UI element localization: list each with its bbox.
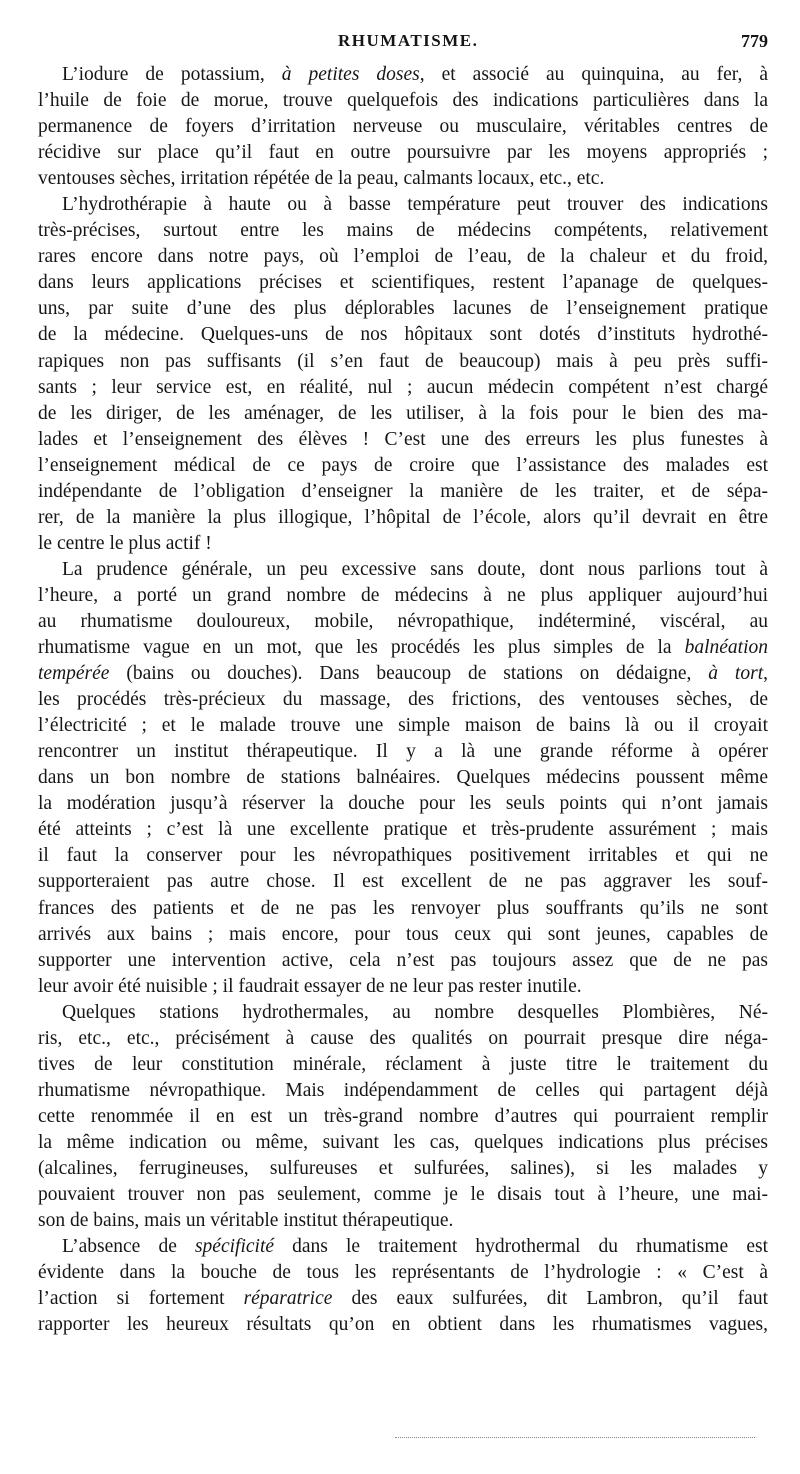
- text-line: [38, 1104, 768, 1130]
- text-segment: cette renommée il en est un très-grand nombre d’autres qui pourraient remplir: [38, 1105, 768, 1127]
- text-line: [38, 1000, 768, 1026]
- text-segment: rer, de la manière la plus illogique, l’hôpital de l’école, alors qu’il devrait en être: [38, 506, 768, 528]
- text-line: [38, 1208, 768, 1234]
- text-segment: l’électricité ; et le malade trouve une simple maison de bains là ou il croyait: [38, 715, 768, 737]
- running-title: RHUMATISME.: [338, 31, 479, 50]
- text-line: [38, 140, 768, 166]
- text-line: [38, 713, 768, 739]
- text-segment: L’iodure de potassium,: [62, 64, 282, 85]
- italic-segment: à petites doses: [281, 64, 420, 85]
- text-line: [38, 609, 768, 635]
- text-line: [38, 1052, 768, 1078]
- text-line: [38, 166, 768, 192]
- text-line: [38, 349, 768, 375]
- text-line: [38, 583, 768, 609]
- text-segment: rapiques non pas suffisants (il s’en faut de beaucoup) mais à peu près suffi-: [38, 350, 768, 372]
- text-segment: frances des patients et de ne pas les renvoyer plus souffrants qu’ils ne sont: [38, 897, 768, 919]
- text-line: [38, 505, 768, 531]
- text-line: [38, 948, 768, 974]
- italic-segment: balnéation: [684, 637, 768, 659]
- text-segment: l’enseignement médical de ce pays de croire que l’assistance des malades est: [38, 454, 768, 476]
- text-segment: supporter une intervention active, cela n’est pas toujours assez que de ne pas: [38, 949, 768, 971]
- text-line: [38, 114, 768, 140]
- text-line: [38, 1130, 768, 1156]
- text-segment: pouvaient trouver non pas seulement, comme je le disais tout à l’heure, une mai-: [38, 1184, 768, 1206]
- text-segment: (bains ou douches). Dans beaucoup de stations on dédaigne,: [109, 663, 709, 685]
- text-segment: (alcalines, ferrugineuses, sulfureuses et sulfurées, salines), si les malades y: [38, 1157, 768, 1179]
- text-line: [38, 479, 768, 505]
- text-line: [38, 1156, 768, 1182]
- text-segment: évidente dans la bouche de tous les représentants de l’hydrologie : « C’est à: [38, 1262, 768, 1284]
- text-line: [38, 1234, 768, 1260]
- text-line: [38, 427, 768, 453]
- text-line: [38, 1260, 768, 1286]
- italic-segment: à tort: [708, 663, 764, 685]
- text-line: [38, 635, 768, 661]
- text-segment: son de bains, mais un véritable institut thérapeutique.: [38, 1210, 454, 1232]
- text-segment: ventouses sèches, irritation répétée de la peau, calmants locaux, etc., etc.: [38, 168, 605, 190]
- text-segment: ,: [763, 663, 768, 685]
- text-segment: la modération jusqu’à réserver la douche pour les seuls points qui n’ont jamais: [38, 793, 768, 815]
- text-line: [38, 192, 768, 218]
- text-line: [38, 896, 768, 922]
- text-line: [38, 765, 768, 791]
- text-line: [38, 817, 768, 843]
- text-segment: les procédés très-précieux du massage, des frictions, des ventouses sèches, de: [38, 689, 768, 711]
- text-line: [38, 296, 768, 322]
- text-segment: des eaux sulfurées, dit Lambron, qu’il faut: [332, 1288, 768, 1310]
- text-line: [38, 62, 768, 88]
- text-segment: de la médecine. Quelques-uns de nos hôpitaux sont dotés d’instituts hydrothé-: [38, 324, 768, 346]
- page-header: [0, 31, 800, 57]
- text-segment: l’action si fortement: [38, 1288, 244, 1310]
- text-line: [38, 531, 768, 557]
- text-segment: indépendante de l’obligation d’enseigner la manière de les traiter, et de sépa-: [38, 480, 768, 502]
- text-segment: L’hydrothérapie à haute ou à basse température peut trouver des indications: [62, 194, 768, 216]
- text-segment: L’absence de: [62, 1236, 195, 1258]
- text-segment: sants ; leur service est, en réalité, nul ; aucun médecin compétent n’est chargé: [38, 376, 768, 398]
- text-segment: arrivés aux bains ; mais encore, pour tous ceux qui sont jeunes, capables de: [38, 923, 768, 945]
- text-segment: l’huile de foie de morue, trouve quelquefois des indications particulières dans la: [38, 90, 768, 112]
- text-segment: au rhumatisme douloureux, mobile, névropathique, indéterminé, viscéral, au: [38, 610, 768, 632]
- text-line: [38, 1182, 768, 1208]
- text-line: [38, 322, 768, 348]
- text-segment: Quelques stations hydrothermales, au nombre desquelles Plombières, Né-: [62, 1001, 768, 1023]
- text-segment: le centre le plus actif !: [38, 532, 212, 554]
- text-line: [38, 557, 768, 583]
- text-line: [38, 1026, 768, 1052]
- text-segment: récidive sur place qu’il faut en outre poursuivre par les moyens appropriés ;: [38, 142, 768, 164]
- body-text: [38, 62, 768, 1338]
- text-segment: , et associé au quinquina, au fer, à: [419, 64, 768, 85]
- page-number: 779: [741, 31, 768, 51]
- text-line: [38, 244, 768, 270]
- text-line: [38, 869, 768, 895]
- text-segment: l’heure, a porté un grand nombre de médecins à ne plus appliquer aujourd’hui: [38, 584, 768, 606]
- bottom-dotted-rule: [395, 1437, 755, 1438]
- text-line: [38, 270, 768, 296]
- text-line: [38, 739, 768, 765]
- text-segment: dans leurs applications précises et scientifiques, restent l’apanage de quelques-: [38, 272, 768, 294]
- text-segment: ris, etc., etc., précisément à cause des qualités on pourrait presque dire néga-: [38, 1027, 768, 1049]
- text-line: [38, 453, 768, 479]
- text-segment: leur avoir été nuisible ; il faudrait essayer de ne leur pas rester inutile.: [38, 975, 582, 997]
- text-line: [38, 88, 768, 114]
- text-line: [38, 974, 768, 1000]
- text-segment: très-précises, surtout entre les mains de médecins compétents, relativement: [38, 220, 768, 242]
- text-segment: rhumatisme vague en un mot, que les procédés les plus simples de la: [38, 637, 685, 659]
- text-line: [38, 1078, 768, 1104]
- italic-segment: tempérée: [38, 663, 110, 685]
- text-segment: rares encore dans notre pays, où l’emploi de l’eau, de la chaleur et du froid,: [38, 246, 768, 268]
- text-line: [38, 1312, 768, 1338]
- text-line: [38, 218, 768, 244]
- italic-segment: réparatrice: [243, 1288, 333, 1310]
- text-segment: rapporter les heureux résultats qu’on en obtient dans les rhumatismes vagues,: [38, 1314, 768, 1336]
- text-line: [38, 1286, 768, 1312]
- text-line: [38, 375, 768, 401]
- text-segment: de les diriger, de les aménager, de les utiliser, à la fois pour le bien des ma-: [38, 402, 768, 424]
- text-segment: la même indication ou même, suivant les cas, quelques indications plus précises: [38, 1131, 768, 1153]
- text-segment: lades et l’enseignement des élèves ! C’est une des erreurs les plus funestes à: [38, 428, 768, 450]
- italic-segment: spécificité: [194, 1236, 275, 1258]
- text-segment: rencontrer un institut thérapeutique. Il y a là une grande réforme à opérer: [38, 741, 768, 763]
- text-line: [38, 843, 768, 869]
- text-segment: dans un bon nombre de stations balnéaires. Quelques médecins poussent même: [38, 767, 768, 789]
- text-line: [38, 791, 768, 817]
- text-segment: La prudence générale, un peu excessive sans doute, dont nous parlions tout à: [62, 558, 768, 580]
- text-line: [38, 687, 768, 713]
- text-segment: été atteints ; c’est là une excellente pratique et très-prudente assurément ; mais: [38, 819, 768, 841]
- text-line: [38, 401, 768, 427]
- text-segment: il faut la conserver pour les névropathiques positivement irritables et qui ne: [38, 845, 768, 867]
- text-segment: uns, par suite d’une des plus déplorables lacunes de l’enseignement pratique: [38, 298, 768, 320]
- text-segment: permanence de foyers d’irritation nerveuse ou musculaire, véritables centres de: [38, 116, 768, 138]
- text-line: [38, 661, 768, 687]
- text-segment: rhumatisme névropathique. Mais indépendamment de celles qui partagent déjà: [38, 1079, 768, 1101]
- text-segment: dans le traitement hydrothermal du rhumatisme est: [274, 1236, 768, 1258]
- text-segment: supporteraient pas autre chose. Il est excellent de ne pas aggraver les souf-: [38, 871, 768, 893]
- text-segment: tives de leur constitution minérale, réclament à juste titre le traitement du: [38, 1053, 768, 1075]
- text-line: [38, 922, 768, 948]
